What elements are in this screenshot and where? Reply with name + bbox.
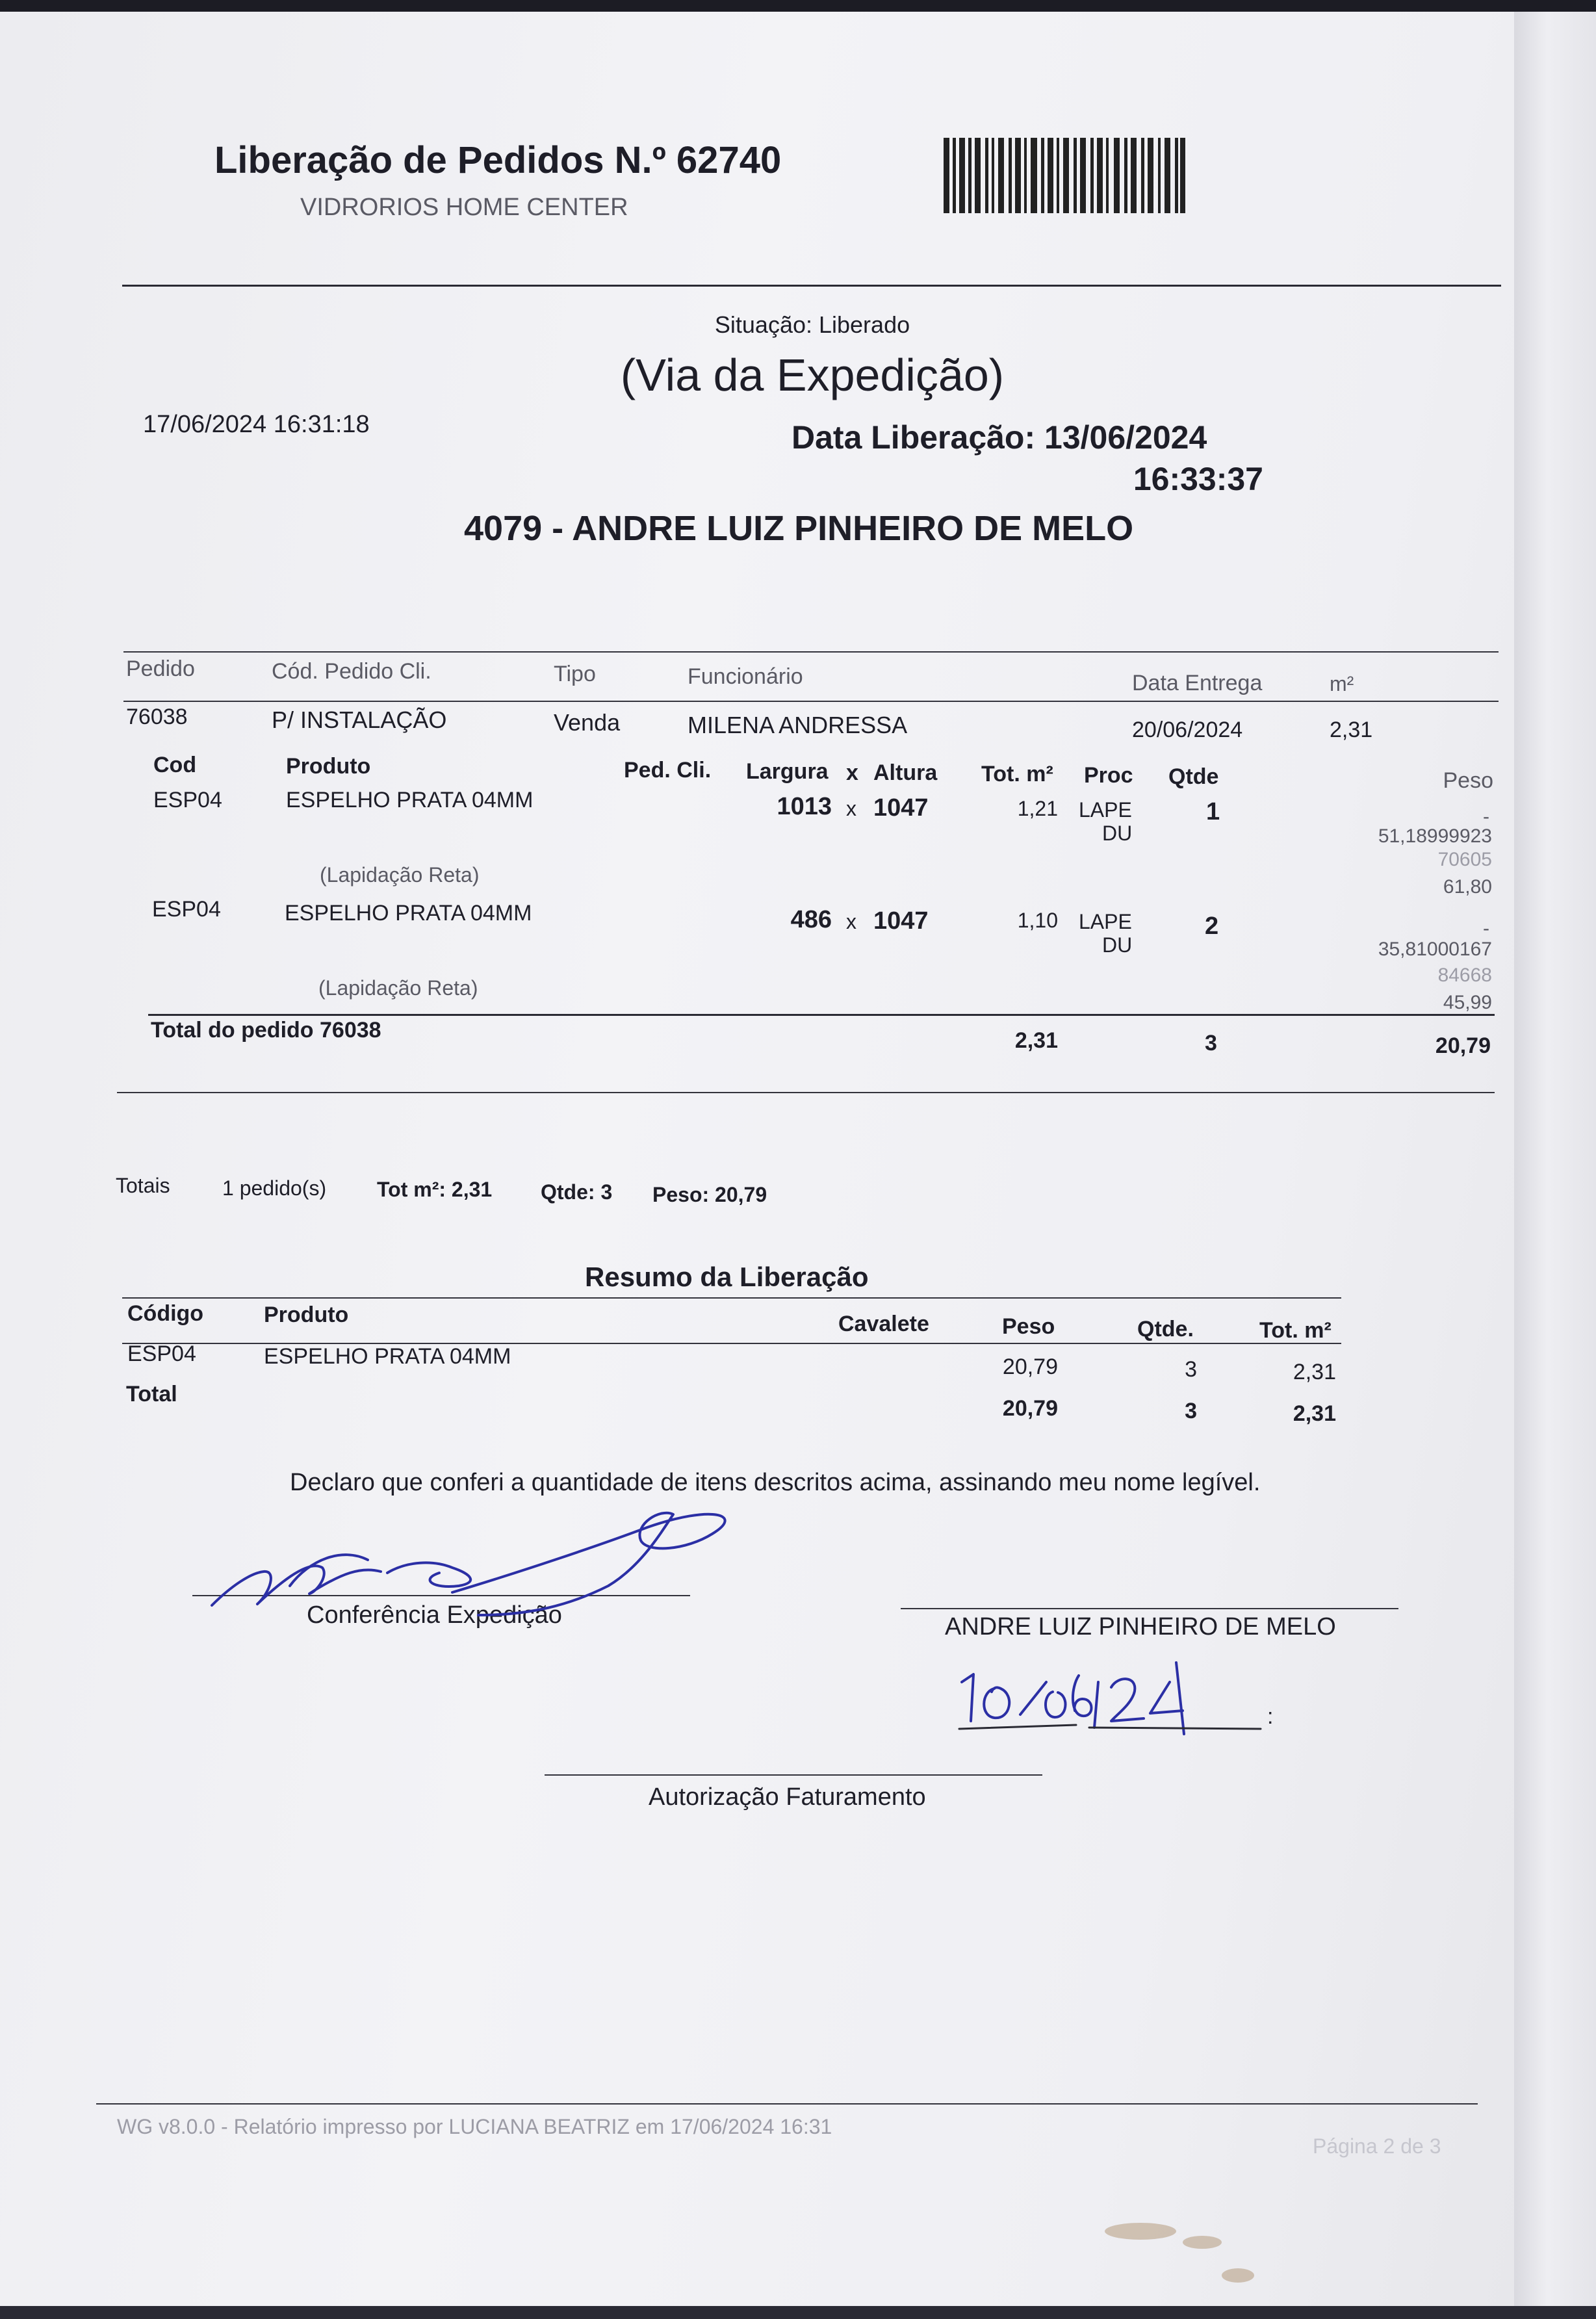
item-header-tot-m2: Tot. m² (981, 762, 1053, 786)
employee-name: MILENA ANDRESSA (688, 712, 908, 738)
handwritten-signature (192, 1495, 751, 1629)
release-time: 16:33:37 (1133, 461, 1263, 497)
item-header-qtde: Qtde (1168, 764, 1219, 789)
item-header-cod: Cod (153, 753, 197, 777)
header-divider (122, 285, 1501, 287)
summary-top-line (122, 1297, 1341, 1299)
order-end-line (117, 1092, 1495, 1093)
item-2-qtde: 2 (1205, 913, 1219, 940)
item-1-weight-raw: 51,18999923 (1378, 825, 1492, 847)
signature-line-client (901, 1608, 1398, 1609)
barcode (944, 138, 1185, 213)
company-name: VIDRORIOS HOME CENTER (300, 194, 628, 221)
handwritten-date-image (955, 1656, 1280, 1741)
paper-stain (1222, 2268, 1254, 2283)
summary-total-peso: 20,79 (1002, 1396, 1058, 1421)
item-2-product: ESPELHO PRATA 04MM (285, 901, 532, 926)
summary-row-peso: 20,79 (1002, 1354, 1058, 1379)
item-header-largura: Largura (746, 759, 829, 784)
item-2-tot-m2: 1,10 (1017, 909, 1058, 932)
totals-weight: Peso: 20,79 (652, 1183, 767, 1206)
client-name: 4079 - ANDRE LUIZ PINHEIRO DE MELO (464, 509, 1134, 548)
item-header-proc: Proc (1084, 763, 1133, 788)
col-header-m2: m² (1330, 672, 1354, 695)
header-row-line (123, 701, 1499, 702)
summary-row-tot-m2: 2,31 (1293, 1360, 1336, 1384)
item-1-tot-m2: 1,21 (1017, 797, 1058, 820)
col-header-tipo: Tipo (554, 662, 596, 686)
item-2-proc-2: DU (1102, 933, 1133, 957)
order-m2: 2,31 (1330, 718, 1373, 742)
totals-label: Totais (116, 1174, 170, 1197)
item-1-proc-1: LAPE (1079, 798, 1132, 822)
item-2-width: 486 (790, 906, 832, 933)
footer-page-number: Página 2 de 3 (1313, 2134, 1441, 2158)
col-header-pedido: Pedido (126, 656, 195, 681)
copy-type: (Via da Expedição) (620, 350, 1005, 400)
item-1-x: x (846, 797, 856, 820)
item-header-ped-cli: Ped. Cli. (624, 758, 712, 783)
paper-stain (1183, 2236, 1222, 2249)
item-2-proc-1: LAPE (1079, 910, 1132, 933)
document-title: Liberação de Pedidos N.º 62740 (214, 139, 782, 181)
item-2-cod: ESP04 (152, 897, 221, 922)
item-2-dash: - (1483, 918, 1489, 939)
item-2-height: 1047 (873, 907, 929, 935)
delivery-date: 20/06/2024 (1132, 718, 1243, 742)
printed-timestamp: 17/06/2024 16:31:18 (143, 411, 370, 438)
order-total-label: Total do pedido 76038 (151, 1018, 381, 1043)
declaration-text: Declaro que conferi a quantidade de itens descritos acima, assinando meu nome legível. (290, 1469, 1261, 1496)
release-date: Data Liberação: 13/06/2024 (792, 419, 1207, 456)
summary-header-codigo: Código (127, 1301, 204, 1326)
footer-line (96, 2103, 1478, 2105)
summary-header-peso: Peso (1002, 1314, 1055, 1339)
summary-total-tot-m2: 2,31 (1293, 1401, 1336, 1426)
summary-total-qtde: 3 (1185, 1399, 1197, 1423)
total-line (148, 1014, 1495, 1016)
order-total-qtde: 3 (1205, 1031, 1217, 1056)
signature-label-expedition: Conferência Expedição (307, 1601, 562, 1629)
summary-header-produto: Produto (264, 1302, 349, 1327)
totals-qtde: Qtde: 3 (541, 1180, 613, 1204)
item-2-weight-raw: 35,81000167 (1378, 939, 1492, 960)
item-1-qtde: 1 (1206, 798, 1220, 825)
item-1-process-note: (Lapidação Reta) (320, 863, 480, 887)
paper-stain (1105, 2223, 1176, 2240)
time-field-separator: : (1267, 1704, 1274, 1729)
totals-orders: 1 pedido(s) (222, 1176, 327, 1200)
summary-row-produto: ESPELHO PRATA 04MM (264, 1344, 511, 1369)
item-2-weight-raw-cont: 84668 (1437, 965, 1492, 986)
item-1-width: 1013 (777, 793, 832, 820)
item-2-x: x (846, 910, 856, 933)
col-header-funcionario: Funcionário (688, 664, 803, 689)
table-top-line (123, 651, 1499, 653)
item-header-altura: Altura (873, 760, 938, 785)
col-header-data-entrega: Data Entrega (1132, 671, 1263, 695)
col-header-cod-pedido-cli: Cód. Pedido Cli. (272, 659, 431, 684)
summary-row-codigo: ESP04 (127, 1341, 196, 1366)
signature-label-client: ANDRE LUIZ PINHEIRO DE MELO (945, 1613, 1336, 1640)
item-header-peso: Peso (1443, 768, 1493, 793)
order-type: Venda (554, 709, 621, 736)
order-total-weight: 20,79 (1435, 1033, 1491, 1058)
item-2-weight: 45,99 (1443, 992, 1492, 1013)
summary-header-qtde: Qtde. (1137, 1317, 1194, 1341)
totals-m2: Tot m²: 2,31 (377, 1178, 493, 1201)
item-2-process-note: (Lapidação Reta) (318, 976, 478, 1000)
order-number: 76038 (126, 705, 188, 729)
summary-header-cavalete: Cavalete (838, 1312, 929, 1336)
item-header-x: x (846, 760, 858, 785)
order-total-m2: 2,31 (1014, 1028, 1058, 1053)
scan-border (0, 2306, 1596, 2319)
item-1-product: ESPELHO PRATA 04MM (286, 788, 534, 812)
client-order-code: P/ INSTALAÇÃO (272, 706, 447, 733)
summary-header-tot-m2: Tot. m² (1259, 1318, 1332, 1343)
status-text: Situação: Liberado (714, 311, 910, 338)
summary-total-label: Total (126, 1382, 177, 1406)
item-1-cod: ESP04 (153, 788, 222, 812)
signature-label-billing: Autorização Faturamento (649, 1783, 926, 1811)
item-1-weight: 61,80 (1443, 876, 1492, 898)
summary-title: Resumo da Liberação (585, 1262, 869, 1292)
item-header-produto: Produto (286, 754, 371, 779)
footer-print-info: WG v8.0.0 - Relatório impresso por LUCIANA BEATRIZ em 17/06/2024 16:31 (117, 2115, 832, 2138)
summary-row-qtde: 3 (1185, 1357, 1197, 1382)
item-1-height: 1047 (873, 794, 929, 822)
page-edge (1514, 12, 1596, 2306)
item-1-proc-2: DU (1102, 822, 1133, 845)
item-1-weight-raw-cont: 70605 (1437, 849, 1492, 870)
item-1-dash: - (1483, 806, 1489, 827)
signature-line-billing (545, 1774, 1042, 1776)
